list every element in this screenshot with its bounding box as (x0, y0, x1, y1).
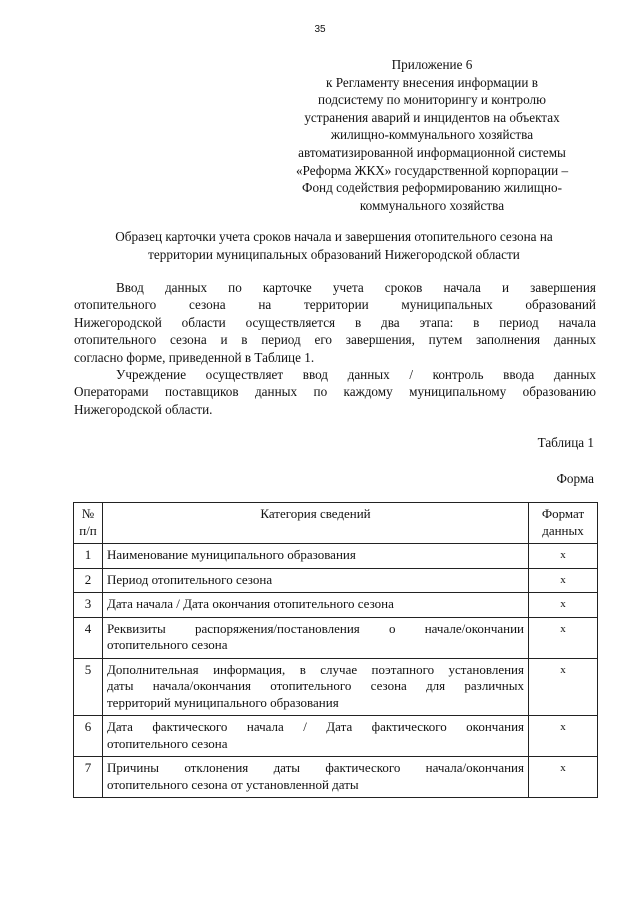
row-category (103, 568, 529, 593)
row-category (103, 617, 529, 658)
paragraph-line: Нижегородской области. (74, 401, 213, 417)
paragraph-institution (74, 366, 596, 418)
row-format: x (529, 593, 598, 618)
body-text (74, 279, 596, 418)
document-title-line: территории муниципальных образований Нижегородской области (148, 246, 520, 262)
row-category-line: Реквизиты распоряжения/постановления о начале/окончании (107, 620, 524, 636)
row-category-line: Период отопительного сезона (107, 571, 273, 587)
row-number: 3 (74, 593, 103, 618)
form-table (73, 502, 598, 798)
appendix-line: автоматизированной информационной системы (298, 144, 566, 160)
appendix-line: «Реформа ЖКХ» государственной корпорации – (295, 162, 569, 178)
paragraph-line: Операторами поставщиков данных по каждому муниципальному образованию (74, 384, 596, 400)
row-category-line: территорий муниципального образования (107, 694, 339, 710)
row-format: x (529, 757, 598, 798)
appendix-line: подсистему по мониторингу и контролю (318, 92, 546, 108)
row-number: 7 (74, 757, 103, 798)
paragraph-line: Ввод данных по карточке учета сроков начала и завершения (116, 280, 596, 295)
row-category (103, 544, 529, 569)
row-format: x (529, 658, 598, 716)
row-category (103, 593, 529, 618)
row-category-line: отопительного сезона (107, 735, 228, 751)
table-row (74, 716, 598, 757)
row-category-line: отопительного сезона (107, 637, 228, 652)
header-number-line: п/п (79, 522, 97, 538)
row-format: x (529, 544, 598, 569)
appendix-line: Фонд содействия реформированию жилищно- (302, 180, 562, 196)
table-row (74, 757, 598, 798)
row-number: 1 (74, 544, 103, 569)
appendix-line: устранения аварий и инцидентов на объектах (304, 109, 560, 125)
row-category-line: даты начала/окончания отопительного сезона для различных (107, 678, 524, 693)
header-format-line: данных (542, 522, 584, 538)
paragraph-line: отопительного сезона и в период его завершения, путем заполнения данных (74, 332, 596, 348)
appendix-line: коммунального хозяйства (359, 197, 505, 213)
table-row (74, 593, 598, 618)
table-label: Таблица 1 (537, 435, 594, 450)
table-row (74, 568, 598, 593)
paragraph-line: отопительного сезона на территории муниципальных образований (74, 297, 596, 313)
row-category-line: отопительного сезона от установленной даты (107, 776, 359, 792)
row-format: x (529, 716, 598, 757)
row-category-line: Наименование муниципального образования (107, 547, 356, 562)
document-title (74, 228, 594, 263)
header-format (529, 503, 598, 544)
table-row (74, 617, 598, 658)
table-row (74, 658, 598, 716)
row-number: 5 (74, 658, 103, 716)
row-category (103, 757, 529, 798)
paragraph-line: Нижегородской области осуществляется в два этапа: в период начала (74, 314, 596, 330)
page-number: 35 (314, 24, 326, 35)
header-number-line: № (81, 506, 95, 521)
appendix-line: к Регламенту внесения информации в (326, 74, 538, 90)
row-category-line: Дата фактического начала / Дата фактического окончания (107, 719, 524, 734)
appendix-header (268, 56, 596, 214)
document-title-line: Образец карточки учета сроков начала и завершения отопительного сезона на (115, 229, 553, 244)
row-category-line: Причины отклонения даты фактического начала/окончания (107, 760, 524, 775)
appendix-line: Приложение 6 (391, 57, 473, 72)
row-format: x (529, 568, 598, 593)
paragraph-line: согласно форме, приведенной в Таблице 1. (74, 349, 315, 365)
row-category (103, 658, 529, 716)
header-number (74, 503, 103, 544)
table-row (74, 544, 598, 569)
row-number: 6 (74, 716, 103, 757)
row-category-line: Дополнительная информация, в случае поэтапного установления (107, 661, 524, 677)
row-category-line: Дата начала / Дата окончания отопительного сезона (107, 596, 394, 611)
row-number: 4 (74, 617, 103, 658)
header-category: Категория сведений (103, 503, 529, 544)
table-header-row (74, 503, 598, 544)
paragraph-line: Учреждение осуществляет ввод данных / контроль ввода данных (116, 367, 596, 383)
row-format: x (529, 617, 598, 658)
form-label: Форма (556, 471, 594, 486)
row-number: 2 (74, 568, 103, 593)
appendix-line: жилищно-коммунального хозяйства (330, 127, 534, 143)
row-category (103, 716, 529, 757)
header-format-line: Формат (541, 506, 585, 521)
paragraph-data-entry (74, 279, 596, 366)
